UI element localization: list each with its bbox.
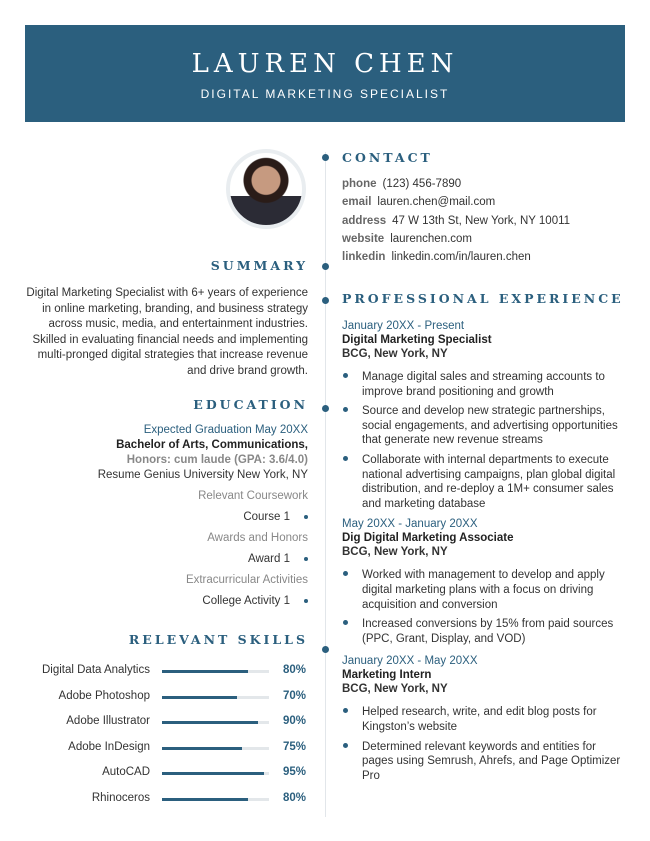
job-bullet: Increased conversions by 15% from paid sources (PPC, Grant, Display, and VOD): [342, 617, 622, 646]
job-company: BCG, New York, NY: [342, 683, 448, 696]
timeline-dot: [322, 154, 329, 161]
contact-list: [342, 175, 622, 266]
contact-email[interactable]: email lauren.chen@mail.com: [342, 196, 496, 209]
skill-percent: 90%: [282, 715, 306, 727]
skill-row: [20, 715, 310, 729]
contact-address: address 47 W 13th St, New York, NY 10011: [342, 214, 571, 227]
bullet-icon: [304, 599, 308, 603]
coursework-label: Relevant Coursework: [198, 490, 308, 502]
skill-bar: [162, 747, 269, 750]
job-date: January 20XX - Present: [342, 320, 465, 332]
job-role: Marketing Intern: [342, 669, 432, 682]
header-banner: [25, 25, 625, 122]
job-bullet: Worked with management to develop and apply digital marketing plans with a focus on driving acquisition and conversion: [342, 568, 622, 612]
skill-bar: [162, 721, 269, 724]
experience-heading: PROFESSIONAL EXPERIENCE: [342, 291, 624, 306]
skill-row: [20, 766, 310, 780]
skill-row: [20, 741, 310, 755]
bullet-icon: [304, 515, 308, 519]
skill-row: [20, 664, 310, 678]
skill-name: Adobe Photoshop: [58, 689, 150, 702]
skills-heading: RELEVANT SKILLS: [128, 632, 308, 647]
job-bullet: Helped research, write, and edit blog posts for Kingston’s website: [342, 705, 622, 734]
skill-row: [20, 792, 310, 806]
skill-bar: [162, 696, 269, 699]
job-entry: [342, 319, 622, 511]
education-section: [98, 423, 308, 609]
skill-name: Digital Data Analytics: [41, 664, 150, 676]
timeline-divider: [325, 152, 326, 817]
candidate-title: DIGITAL MARKETING SPECIALIST: [200, 87, 450, 101]
skill-bar-fill: [162, 670, 248, 673]
job-role: Digital Marketing Specialist: [342, 334, 492, 346]
skill-percent: 75%: [282, 740, 306, 753]
skill-bar-fill: [162, 747, 242, 750]
skill-name: Rhinoceros: [91, 791, 150, 804]
awards-label: Awards and Honors: [207, 532, 308, 544]
skill-percent: 80%: [282, 791, 306, 804]
job-role: Dig Digital Marketing Associate: [342, 532, 514, 545]
timeline-dot: [322, 297, 329, 304]
skill-bar: [162, 670, 269, 673]
activity-item: College Activity 1: [202, 595, 290, 607]
summary-text: Digital Marketing Specialist with 6+ years of experience in online marketing, branding, and business strategy across music, media, and entertainment industries. Skilled in evaluating financial needs and implementing multi-pronged digital strategies that increase revenue and drive brand growth.: [26, 287, 308, 377]
honors: Honors: cum laude (GPA: 3.6/4.0): [126, 454, 308, 466]
skill-name: Adobe Illustrator: [66, 715, 150, 727]
degree: Bachelor of Arts, Communications,: [116, 439, 308, 451]
course-item: Course 1: [243, 511, 290, 523]
skill-percent: 70%: [282, 689, 306, 702]
skill-bar-fill: [162, 696, 237, 699]
job-company: BCG, New York, NY: [342, 546, 448, 559]
profile-photo: [226, 149, 306, 229]
skill-bar: [162, 772, 269, 775]
job-bullet: Determined relevant keywords and entities for pages using Semrush, Ahrefs, and Page Optimizer Pro: [342, 740, 622, 784]
skill-name: Adobe InDesign: [68, 740, 150, 753]
skill-row: [20, 690, 310, 704]
bullet-icon: [304, 557, 308, 561]
experience-list: [342, 319, 622, 788]
job-date: January 20XX - May 20XX: [342, 655, 478, 668]
summary-heading: SUMMARY: [210, 258, 308, 273]
job-company: BCG, New York, NY: [342, 348, 448, 360]
contact-linkedin[interactable]: linkedin linkedin.com/in/lauren.chen: [342, 251, 531, 264]
job-bullet: Manage digital sales and streaming accounts to improve brand positioning and growth: [342, 370, 622, 399]
skill-bar-fill: [162, 772, 264, 775]
job-entry: [342, 654, 622, 783]
skill-bar: [162, 798, 269, 801]
timeline-dot: [322, 263, 329, 270]
job-bullet: Source and develop new strategic partnerships, social engagements, and advertising opportunities that generate new revenue streams: [342, 404, 622, 448]
contact-phone: phone (123) 456-7890: [342, 178, 462, 190]
skill-percent: 95%: [282, 766, 306, 778]
graduation-date: Expected Graduation May 20XX: [143, 424, 308, 436]
skill-bar-fill: [162, 798, 248, 801]
award-item: Award 1: [248, 553, 290, 565]
job-bullet: Collaborate with internal departments to execute national advertising campaigns, plan global digital distribution, and re-deploy a 1M+ consumer sales and marketing database: [342, 453, 622, 511]
school: Resume Genius University New York, NY: [97, 469, 308, 481]
job-date: May 20XX - January 20XX: [342, 518, 478, 531]
skill-name: AutoCAD: [102, 766, 150, 778]
activities-label: Extracurricular Activities: [185, 574, 308, 586]
skill-bar-fill: [162, 721, 258, 724]
skill-percent: 80%: [282, 664, 306, 676]
candidate-name: LAUREN CHEN: [191, 49, 459, 79]
job-entry: [342, 517, 622, 646]
contact-heading: CONTACT: [342, 150, 433, 165]
timeline-dot: [322, 405, 329, 412]
timeline-dot: [322, 646, 329, 653]
education-heading: EDUCATION: [193, 397, 308, 412]
contact-website[interactable]: website laurenchen.com: [342, 232, 473, 245]
